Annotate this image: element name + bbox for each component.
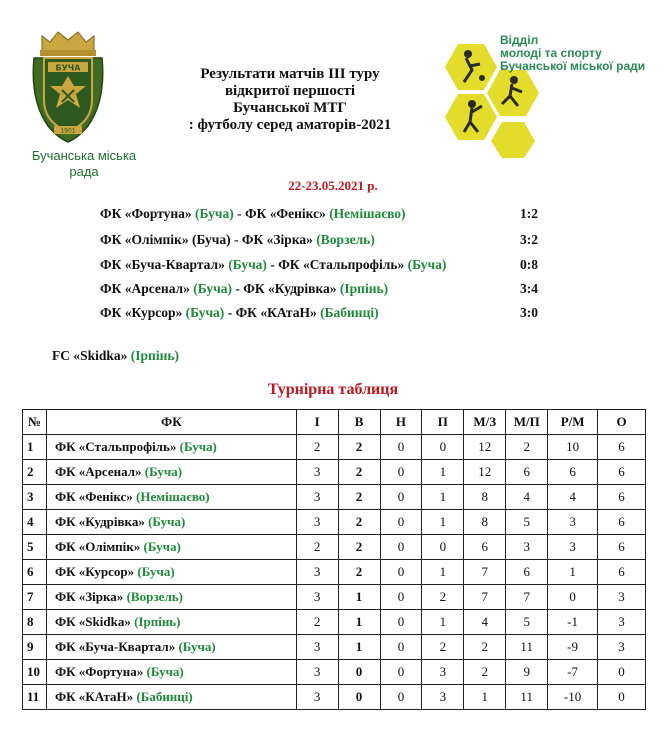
away-team: ФК «Стальпрофіль» <box>278 257 405 272</box>
cell-draws: 0 <box>380 585 422 610</box>
header-played: І <box>296 410 338 435</box>
row-number: 9 <box>23 635 47 660</box>
cell-team <box>46 460 296 485</box>
cell-goal-diff: 4 <box>548 485 598 510</box>
row-number: 7 <box>23 585 47 610</box>
cell-team <box>46 485 296 510</box>
cell-points: 6 <box>598 560 646 585</box>
cell-team <box>46 535 296 560</box>
cell-wins: 2 <box>338 560 380 585</box>
table-row <box>23 485 646 510</box>
cell-wins: 0 <box>338 685 380 710</box>
away-city: (Бабинці) <box>320 305 379 320</box>
cell-goals-for: 8 <box>464 485 506 510</box>
cell-draws: 0 <box>380 635 422 660</box>
cell-wins: 2 <box>338 460 380 485</box>
away-team: ФК «КАтаН» <box>235 305 317 320</box>
match-row <box>100 232 600 250</box>
away-city: (Ірпінь) <box>339 281 389 296</box>
team-name: ФК «Арсенал» <box>54 464 142 479</box>
table-row <box>23 610 646 635</box>
cell-goal-diff: -7 <box>548 660 598 685</box>
home-city: (Буча) <box>191 232 231 247</box>
header-wins: В <box>338 410 380 435</box>
row-number: 5 <box>23 535 47 560</box>
cell-goal-diff: 0 <box>548 585 598 610</box>
row-number: 6 <box>23 560 47 585</box>
standings-header-row <box>23 410 646 435</box>
dept-line-1: Відділ <box>500 33 539 47</box>
cell-goals-against: 4 <box>506 485 548 510</box>
cell-wins: 2 <box>338 535 380 560</box>
bye-team-name: FC «Skidka» <box>52 348 128 363</box>
home-city: (Буча) <box>228 257 267 272</box>
cell-goals-against: 9 <box>506 660 548 685</box>
table-row <box>23 510 646 535</box>
away-city: (Ворзель) <box>316 232 375 247</box>
header-team: ФК <box>46 410 296 435</box>
header-goal-diff: Р/М <box>548 410 598 435</box>
team-city: (Буча) <box>144 464 183 479</box>
cell-goal-diff: 1 <box>548 560 598 585</box>
cell-played: 3 <box>296 560 338 585</box>
bye-team <box>52 348 179 364</box>
cell-goals-for: 8 <box>464 510 506 535</box>
cell-losses: 0 <box>422 435 464 460</box>
cell-goals-against: 11 <box>506 685 548 710</box>
away-team: ФК «Фенікс» <box>245 206 326 221</box>
standings-table <box>22 409 646 710</box>
match-score: 3:4 <box>520 281 538 296</box>
cell-draws: 0 <box>380 610 422 635</box>
table-row <box>23 435 646 460</box>
cell-played: 2 <box>296 610 338 635</box>
header-losses: П <box>422 410 464 435</box>
cell-goals-for: 2 <box>464 660 506 685</box>
match-separator: - <box>231 281 244 296</box>
city-council-caption <box>18 148 150 180</box>
cell-played: 3 <box>296 660 338 685</box>
cell-draws: 0 <box>380 660 422 685</box>
match-separator: - <box>230 232 242 247</box>
match-separator: - <box>224 305 236 320</box>
match-separator: - <box>266 257 279 272</box>
team-city: (Буча) <box>178 639 216 654</box>
match-score: 1:2 <box>520 206 538 221</box>
title-line-4: : футболу серед аматорів-2021 <box>188 117 392 133</box>
cell-goals-for: 7 <box>464 585 506 610</box>
away-team: ФК «Кудрівка» <box>243 281 337 296</box>
cell-losses: 1 <box>422 610 464 635</box>
cell-goals-for: 12 <box>464 435 506 460</box>
cell-goals-against: 6 <box>506 460 548 485</box>
match-row <box>100 281 600 299</box>
home-city: (Буча) <box>185 305 225 320</box>
cell-points: 3 <box>598 610 646 635</box>
cell-points: 6 <box>598 460 646 485</box>
away-team: ФК «Зірка» <box>241 232 313 247</box>
crest-text: БУЧА <box>55 63 81 73</box>
cell-points: 6 <box>598 510 646 535</box>
cell-points: 3 <box>598 635 646 660</box>
cell-losses: 0 <box>422 535 464 560</box>
cell-goals-for: 6 <box>464 535 506 560</box>
cell-goal-diff: -9 <box>548 635 598 660</box>
home-team: ФК «Курсор» <box>100 305 183 320</box>
team-city: (Буча) <box>137 564 175 579</box>
table-row <box>23 685 646 710</box>
table-row <box>23 585 646 610</box>
cell-played: 2 <box>296 435 338 460</box>
cell-team <box>46 685 296 710</box>
team-city: (Буча) <box>146 664 184 679</box>
match-score: 0:8 <box>520 257 538 272</box>
cell-goals-against: 5 <box>506 610 548 635</box>
cell-goal-diff: 3 <box>548 510 598 535</box>
cell-points: 0 <box>598 660 646 685</box>
home-city: (Буча) <box>195 206 234 221</box>
cell-played: 3 <box>296 510 338 535</box>
cell-goals-against: 6 <box>506 560 548 585</box>
team-name: ФК «Буча-Квартал» <box>54 639 176 654</box>
standings-title: Турнірна таблиця <box>267 381 399 398</box>
cell-losses: 3 <box>422 660 464 685</box>
crest-year: 1901 <box>60 127 76 135</box>
match-score: 3:0 <box>520 305 538 320</box>
team-name: ФК «Skidka» <box>54 614 131 629</box>
header-goals-for: М/З <box>464 410 506 435</box>
match-date: 22-23.05.2021 р. <box>288 178 378 193</box>
cell-played: 3 <box>296 685 338 710</box>
cell-goal-diff: 10 <box>548 435 598 460</box>
home-team: ФК «Олімпік» <box>100 232 189 247</box>
header-goals-against: М/П <box>506 410 548 435</box>
cell-played: 2 <box>296 535 338 560</box>
table-row <box>23 660 646 685</box>
team-name: ФК «Зірка» <box>54 589 124 604</box>
cell-goals-against: 7 <box>506 585 548 610</box>
match-row <box>100 257 600 275</box>
header-number: № <box>23 410 47 435</box>
dept-line-2: молоді та спорту <box>500 46 602 60</box>
cell-played: 3 <box>296 485 338 510</box>
cell-goals-against: 11 <box>506 635 548 660</box>
home-team: ФК «Буча-Квартал» <box>100 257 225 272</box>
home-team: ФК «Арсенал» <box>100 281 190 296</box>
cell-points: 0 <box>598 685 646 710</box>
team-city: (Ірпінь) <box>134 614 181 629</box>
row-number: 10 <box>23 660 47 685</box>
city-caption-line1: Бучанська міська <box>31 148 137 163</box>
cell-losses: 1 <box>422 460 464 485</box>
team-name: ФК «Фортуна» <box>54 664 144 679</box>
team-city: (Буча) <box>148 514 186 529</box>
team-name: ФК «Фенікс» <box>54 489 133 504</box>
cell-wins: 1 <box>338 635 380 660</box>
cell-draws: 0 <box>380 435 422 460</box>
cell-team <box>46 660 296 685</box>
cell-draws: 0 <box>380 485 422 510</box>
row-number: 2 <box>23 460 47 485</box>
cell-goal-diff: 6 <box>548 460 598 485</box>
table-row <box>23 535 646 560</box>
cell-goal-diff: 3 <box>548 535 598 560</box>
cell-points: 6 <box>598 535 646 560</box>
cell-goals-for: 1 <box>464 685 506 710</box>
title-line-2: відкритої першості <box>224 83 356 99</box>
cell-goal-diff: -1 <box>548 610 598 635</box>
match-row <box>100 206 600 224</box>
match-score: 3:2 <box>520 232 538 247</box>
city-caption-line2: рада <box>69 164 99 179</box>
cell-losses: 1 <box>422 560 464 585</box>
team-city: (Буча) <box>143 539 181 554</box>
cell-team <box>46 435 296 460</box>
cell-wins: 0 <box>338 660 380 685</box>
team-city: (Буча) <box>179 439 217 454</box>
cell-points: 6 <box>598 435 646 460</box>
cell-team <box>46 510 296 535</box>
cell-draws: 0 <box>380 560 422 585</box>
cell-wins: 2 <box>338 510 380 535</box>
row-number: 3 <box>23 485 47 510</box>
cell-played: 3 <box>296 635 338 660</box>
cell-played: 3 <box>296 585 338 610</box>
city-crest-logo <box>28 30 108 148</box>
bye-team-city: (Ірпінь) <box>130 348 179 363</box>
cell-wins: 2 <box>338 435 380 460</box>
cell-wins: 1 <box>338 585 380 610</box>
cell-points: 6 <box>598 485 646 510</box>
department-caption <box>500 34 660 73</box>
dept-line-3: Бучанської міської ради <box>500 59 646 73</box>
row-number: 1 <box>23 435 47 460</box>
cell-team <box>46 635 296 660</box>
cell-losses: 1 <box>422 510 464 535</box>
cell-team <box>46 560 296 585</box>
home-city: (Буча) <box>193 281 232 296</box>
home-team: ФК «Фортуна» <box>100 206 192 221</box>
header-points: О <box>598 410 646 435</box>
title-line-1: Результати матчів ІІІ туру <box>200 66 380 82</box>
table-row <box>23 635 646 660</box>
row-number: 4 <box>23 510 47 535</box>
row-number: 8 <box>23 610 47 635</box>
team-city: (Бабинці) <box>136 689 193 704</box>
cell-goals-for: 4 <box>464 610 506 635</box>
cell-losses: 2 <box>422 585 464 610</box>
table-row <box>23 560 646 585</box>
cell-draws: 0 <box>380 510 422 535</box>
team-city: (Немішаєво) <box>136 489 210 504</box>
team-name: ФК «КАтаН» <box>54 689 134 704</box>
cell-goals-for: 7 <box>464 560 506 585</box>
document-title <box>150 66 430 134</box>
cell-goal-diff: -10 <box>548 685 598 710</box>
cell-losses: 3 <box>422 685 464 710</box>
team-name: ФК «Кудрівка» <box>54 514 145 529</box>
away-city: (Немішаєво) <box>329 206 406 221</box>
cell-draws: 0 <box>380 535 422 560</box>
team-city: (Ворзель) <box>126 589 183 604</box>
cell-goals-against: 2 <box>506 435 548 460</box>
team-name: ФК «Курсор» <box>54 564 135 579</box>
cell-losses: 2 <box>422 635 464 660</box>
table-row <box>23 460 646 485</box>
match-row <box>100 305 600 323</box>
cell-goals-for: 2 <box>464 635 506 660</box>
match-separator: - <box>233 206 245 221</box>
cell-goals-against: 5 <box>506 510 548 535</box>
row-number: 11 <box>23 685 47 710</box>
header-draws: Н <box>380 410 422 435</box>
cell-played: 3 <box>296 460 338 485</box>
cell-wins: 2 <box>338 485 380 510</box>
cell-draws: 0 <box>380 685 422 710</box>
cell-goals-against: 3 <box>506 535 548 560</box>
cell-goals-for: 12 <box>464 460 506 485</box>
away-city: (Буча) <box>407 257 447 272</box>
cell-draws: 0 <box>380 460 422 485</box>
team-name: ФК «Стальпрофіль» <box>54 439 177 454</box>
team-name: ФК «Олімпік» <box>54 539 141 554</box>
cell-wins: 1 <box>338 610 380 635</box>
cell-team <box>46 610 296 635</box>
cell-losses: 1 <box>422 485 464 510</box>
cell-points: 3 <box>598 585 646 610</box>
title-line-3: Бучанської МТГ <box>233 100 347 116</box>
cell-team <box>46 585 296 610</box>
